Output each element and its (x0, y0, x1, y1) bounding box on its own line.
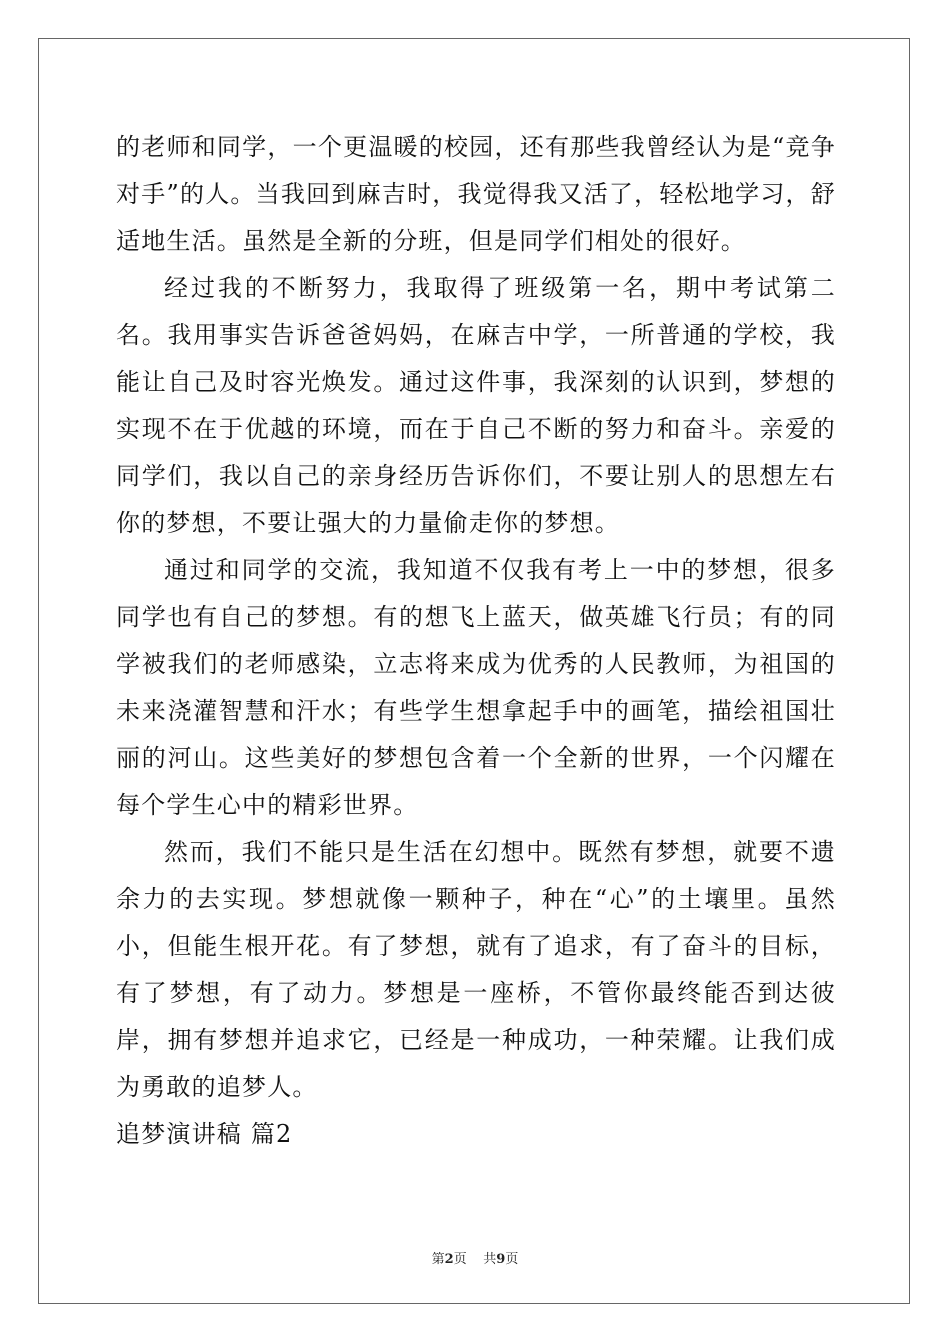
page-suffix: 页 (453, 1252, 467, 1267)
paragraph-1: 的老师和同学，一个更温暖的校园，还有那些我曾经认为是“竞争对手”的人。当我回到麻吉时，我觉得我又活了，轻松地学习，舒适地生活。虽然是全新的分班，但是同学们相处的很好。 (116, 133, 836, 255)
page-number: 2 (444, 1252, 454, 1267)
page-prefix: 第 (431, 1252, 445, 1267)
paragraph-4: 然而，我们不能只是生活在幻想中。既然有梦想，就要不遗余力的去实现。梦想就像一颗种子，种在“心”的土壤里。虽然小，但能生根开花。有了梦想，就有了追求，有了奋斗的目标，有了梦想，有了动力。梦想是一座桥，不管你最终能否到达彼岸，拥有梦想并追求它，已经是一种成功，一种荣耀。让我们成为勇敢的追梦人。 (116, 838, 836, 1101)
paragraph-2: 经过我的不断努力，我取得了班级第一名，期中考试第二名。我用事实告诉爸爸妈妈，在麻吉中学，一所普通的学校，我能让自己及时容光焕发。通过这件事，我深刻的认识到，梦想的实现不在于优越的环境，而在于自己不断的努力和奋斗。亲爱的同学们，我以自己的亲身经历告诉你们，不要让别人的思想左右你的梦想，不要让强大的力量偷走你的梦想。 (116, 274, 836, 537)
paragraph-3: 通过和同学的交流，我知道不仅我有考上一中的梦想，很多同学也有自己的梦想。有的想飞上蓝天，做英雄飞行员；有的同学被我们的老师感染，立志将来成为优秀的人民教师，为祖国的未来浇灌智慧和汗水；有些学生想拿起手中的画笔，描绘祖国壮丽的河山。这些美好的梦想包含着一个全新的世界，一个闪耀在每个学生心中的精彩世界。 (116, 556, 836, 819)
total-prefix: 共 (483, 1252, 497, 1267)
total-suffix: 页 (505, 1252, 519, 1267)
total-pages: 9 (496, 1252, 506, 1267)
document-body (116, 124, 836, 1158)
page-footer (0, 1248, 950, 1267)
section-title: 追梦演讲稿 篇2 (116, 1120, 293, 1148)
